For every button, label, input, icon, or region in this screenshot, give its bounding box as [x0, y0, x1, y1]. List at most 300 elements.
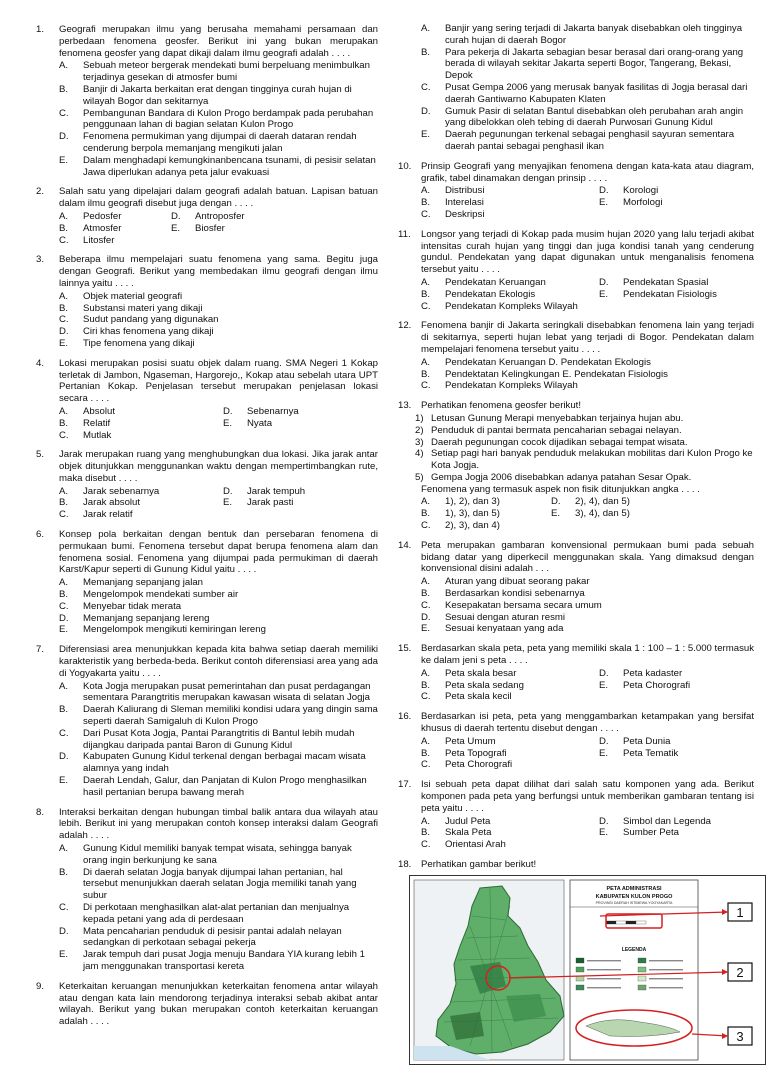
- option-text: Tipe fenomena yang dikaji: [83, 337, 195, 349]
- answer-option: [59, 131, 378, 155]
- option-letter: E.: [551, 508, 561, 520]
- option-letter: B.: [421, 747, 431, 759]
- question-number: 16.: [398, 711, 412, 723]
- option-text: Peta skala sedang: [445, 679, 524, 691]
- option-letter: A.: [59, 843, 69, 854]
- answer-option: [421, 301, 593, 313]
- answer-option: [421, 759, 593, 771]
- question-17: [398, 779, 754, 851]
- question-16: [398, 711, 754, 771]
- question-10: [398, 161, 754, 221]
- answer-option: [599, 736, 754, 748]
- question-text: Berdasarkan skala peta, peta yang memiliki skala 1 : 100 – 1 : 5.000 termasuk ke dalam jeni s peta . . . .: [421, 643, 754, 667]
- option-text: Biosfer: [195, 222, 225, 234]
- option-letter: B.: [421, 508, 431, 520]
- option-text: Jarak sebenarnya: [83, 485, 160, 497]
- answer-option: [599, 289, 754, 301]
- option-letter: C.: [59, 107, 69, 119]
- option-text: Sebenarnya: [247, 405, 299, 417]
- option-letter: E.: [421, 129, 431, 141]
- option-letter: A.: [421, 356, 431, 368]
- answer-options: [59, 681, 378, 799]
- option-text: Dalam menghadapi kemungkinanbencana tsunami, di pesisir selatan Jawa diperlukan adanya peta jalur evakuasi: [83, 154, 376, 178]
- option-letter: A.: [421, 185, 431, 197]
- question-text: Perhatikan fenomena geosfer berikut!: [421, 400, 581, 412]
- answer-option: [59, 613, 378, 625]
- option-text: Sebuah meteor bergerak mendekati bumi berpeluang menimbulkan terjadinya gesekan di atmosfer bumi: [83, 60, 370, 84]
- option-letter: D.: [421, 611, 431, 623]
- answer-option: [223, 486, 378, 498]
- answer-option: [421, 839, 593, 851]
- option-letter: D.: [599, 185, 609, 197]
- answer-option: [59, 303, 378, 315]
- answer-option: [551, 496, 754, 508]
- option-text: Mengelompok mengikuti kemiringan lereng: [83, 624, 266, 636]
- answer-options: [421, 496, 754, 531]
- option-letter: C.: [59, 600, 69, 612]
- answer-option: [599, 197, 754, 209]
- answer-option: [59, 418, 217, 430]
- scale-bar-segment: [636, 921, 646, 924]
- answer-option: [59, 155, 378, 179]
- answer-option: [421, 668, 593, 680]
- legend-swatch: [576, 985, 584, 990]
- callout-arrowhead: [722, 1033, 728, 1039]
- question-11: [398, 229, 754, 313]
- answer-option: [421, 588, 754, 600]
- statement-item: [415, 437, 754, 449]
- option-letter: E.: [59, 154, 69, 166]
- option-text: Menyebar tidak merata: [83, 600, 182, 612]
- option-text: Mutlak: [83, 429, 112, 441]
- option-letter: D.: [171, 210, 181, 222]
- answer-options: [421, 668, 754, 703]
- question-text: Jarak merupakan ruang yang menghubungkan dua lokasi. Jika jarak antar objek ditunjukkan menggunankan waktu dengan mempertimbangkan rute, maka disebut . . . .: [59, 449, 378, 484]
- answer-options: [421, 736, 754, 771]
- option-letter: C.: [421, 839, 431, 851]
- option-letter: D.: [599, 735, 609, 747]
- answer-option: [421, 827, 593, 839]
- option-text: Banjir yang sering terjadi di Jakarta banyak disebabkan oleh tingginya curah hujan di daerah Bogor: [445, 23, 743, 46]
- question-5: [36, 449, 378, 521]
- question-1: [36, 24, 378, 178]
- answer-option: [59, 681, 378, 705]
- option-letter: E.: [599, 197, 609, 209]
- option-letter: D.: [421, 105, 431, 117]
- answer-option: [59, 775, 378, 799]
- option-text: Peta Chorografi: [623, 679, 691, 691]
- option-letter: B.: [59, 83, 69, 95]
- scale-bar-segment: [606, 921, 616, 924]
- answer-option: [421, 508, 545, 520]
- question-2: [36, 186, 378, 246]
- answer-option: [59, 728, 378, 752]
- answer-options: [421, 23, 754, 153]
- option-letter: A.: [59, 485, 69, 497]
- statement-number: 1): [415, 412, 424, 424]
- statement-number: 4): [415, 448, 424, 460]
- option-text: Peta Dunia: [623, 735, 671, 747]
- scale-bar-segment: [626, 921, 636, 924]
- option-text: Sudut pandang yang digunakan: [83, 314, 219, 326]
- option-text: Sesuai kenyataan yang ada: [445, 623, 564, 635]
- answer-option: [223, 418, 378, 430]
- answer-options: [59, 291, 378, 350]
- option-text: Nyata: [247, 417, 273, 429]
- question-number: 10.: [398, 160, 412, 172]
- question-text: Diferensiasi area menunjukkan kepada kita bahwa setiap daerah memiliki karakteristik yang berbeda-beda. Berikut contoh diferensiasi area yang ada di Yogyakarta yaitu . . . .: [59, 644, 378, 679]
- option-text: Mengelompok mendekati sumber air: [83, 589, 239, 601]
- option-text: 1), 2), dan 3): [445, 496, 500, 508]
- option-text: Pendekatan Keruangan D. Pendekatan Ekologis: [445, 356, 651, 368]
- option-letter: C.: [421, 520, 431, 532]
- question-4: [36, 358, 378, 442]
- callout-number: 2: [736, 964, 744, 980]
- option-text: Skala Peta: [445, 827, 492, 839]
- option-letter: C.: [421, 208, 431, 220]
- answer-option: [59, 624, 378, 636]
- option-letter: D.: [59, 751, 69, 763]
- option-text: Daerah Kaliurang di Sleman memiliki kondisi udara yang dingin sama seperti daerah Samigaluh di Kulon Progo: [83, 704, 378, 728]
- answer-option: [59, 509, 217, 521]
- option-text: Pendekatan Spasial: [623, 276, 709, 288]
- question-8: [36, 807, 378, 973]
- option-letter: E.: [171, 222, 181, 234]
- answer-option: [599, 816, 754, 828]
- legend-swatch: [638, 976, 646, 981]
- answer-option: [59, 338, 378, 350]
- option-text: Peta Tematik: [623, 747, 679, 759]
- answer-option: [59, 589, 378, 601]
- option-letter: B.: [59, 497, 69, 509]
- answer-option: [421, 816, 593, 828]
- answer-option: [421, 357, 754, 369]
- option-letter: E.: [599, 288, 609, 300]
- question-number: 18.: [398, 859, 412, 870]
- option-text: Daerah pegunungan terkenal sebagai penghasil sayuran sementara daerah pantai sebagai penghasil ikan: [445, 129, 735, 152]
- option-letter: E.: [421, 623, 431, 635]
- answer-option: [421, 600, 754, 612]
- option-letter: A.: [421, 667, 431, 679]
- option-text: 2), 3), dan 4): [445, 520, 500, 532]
- answer-option: [421, 106, 754, 130]
- option-text: Gumuk Pasir di selatan Bantul disebabkan oleh perubahan arah angin yang dibelokkan oleh tebing di daerah Purwosari Gunung Kidul: [445, 105, 744, 129]
- option-letter: A.: [59, 210, 69, 222]
- question-number: 3.: [36, 254, 45, 266]
- legend-label-line: [649, 969, 683, 970]
- question-number: 6.: [36, 529, 45, 541]
- option-text: Peta Umum: [445, 735, 496, 747]
- answer-option: [59, 108, 378, 132]
- option-text: Pendekatan Keruangan: [445, 276, 546, 288]
- answer-options: [59, 60, 378, 178]
- statement-number: 5): [415, 471, 424, 483]
- answer-option: [59, 326, 378, 338]
- option-text: Pendekatan Fisiologis: [623, 288, 717, 300]
- answer-option: [421, 496, 545, 508]
- option-text: Litosfer: [83, 234, 115, 246]
- option-text: Ciri khas fenomena yang dikaji: [83, 326, 214, 338]
- question-9: [36, 981, 378, 1028]
- answer-option: [223, 406, 378, 418]
- answer-option: [59, 704, 378, 728]
- option-letter: C.: [421, 599, 431, 611]
- option-letter: B.: [59, 302, 69, 314]
- answer-option: [421, 82, 754, 106]
- answer-option: [421, 197, 593, 209]
- option-letter: E.: [59, 624, 69, 636]
- option-letter: D.: [59, 131, 69, 143]
- option-letter: C.: [59, 429, 69, 441]
- statement-text: Daerah pegunungan cocok dijadikan sebagai tempat wisata.: [431, 436, 688, 448]
- option-letter: B.: [59, 589, 69, 601]
- map-title-line1: PETA ADMINISTRASI: [606, 885, 662, 892]
- question-text: Fenomena banjir di Jakarta seringkali disebabkan fenomena lain yang terjadi di sekitarnya, seperti hujan lebat yang terjadi di Bogor. Pendekatan dalam mempelajari fenomena tersebut yaitu . . . .: [421, 320, 754, 355]
- option-text: Peta skala besar: [445, 667, 517, 679]
- option-text: Para pekerja di Jakarta sebagian besar berasal dari orang-orang yang berada di wilayah sekitar Jakarta seperti Bogor, Tangerang, Bekasi, Depok: [445, 46, 744, 82]
- answer-option: [59, 406, 217, 418]
- scale-bar-segment: [616, 921, 626, 924]
- question-18: [398, 859, 754, 1065]
- question-text: Geografi merupakan ilmu yang berusaha memahami persamaan dan perbedaan fenomena geosfer. Berikut ini yang bukan merupakan fenomena geosfer yang dapat dikaji dalam ilmu geografi adalah . . . .: [59, 24, 378, 59]
- statement-list: [415, 413, 754, 484]
- option-letter: C.: [421, 81, 431, 93]
- option-text: Pedosfer: [83, 210, 122, 222]
- question-number: 12.: [398, 320, 412, 332]
- answer-option: [59, 843, 378, 867]
- option-text: Korologi: [623, 185, 659, 197]
- option-text: Pembangunan Bandara di Kulon Progo berdampak pada perubahan penggunaan lahan di bagian selatan Kulon Progo: [83, 107, 374, 131]
- option-text: Aturan yang dibuat seorang pakar: [445, 576, 590, 588]
- answer-option: [551, 508, 754, 520]
- question-text: Isi sebuah peta dapat dilihat dari salah satu komponen yang ada. Berikut komponen pada peta yang berfungsi untuk memberikan gambaran tentang isi peta yaitu . . . .: [421, 779, 754, 814]
- kulon-progo-map-figure: [409, 875, 766, 1065]
- answer-option: [171, 211, 378, 223]
- option-text: Peta kadaster: [623, 667, 683, 679]
- option-text: Relatif: [83, 417, 111, 429]
- option-text: Jarak absolut: [83, 497, 141, 509]
- option-letter: C.: [59, 509, 69, 521]
- option-text: Daerah Lendah, Galur, dan Panjatan di Kulon Progo menghasilkan hasil pertanian berupa bawang merah: [83, 775, 367, 798]
- answer-option: [421, 520, 545, 532]
- answer-option: [59, 577, 378, 589]
- option-text: Pusat Gempa 2006 yang merusak banyak fasilitas di Jogja berasal dari daerah Gantiwarno Kabupaten Klaten: [445, 81, 748, 105]
- option-letter: A.: [421, 576, 431, 588]
- option-text: Kesepakatan bersama secara umum: [445, 599, 602, 611]
- legend-label-line: [587, 969, 621, 970]
- option-text: Distribusi: [445, 185, 485, 197]
- answer-option: [421, 691, 593, 703]
- answer-options: [421, 277, 754, 312]
- statement-item: [415, 448, 754, 472]
- answer-option: [421, 623, 754, 635]
- option-text: Orientasi Arah: [445, 839, 506, 851]
- option-letter: A.: [59, 577, 69, 589]
- option-letter: A.: [421, 276, 431, 288]
- answer-option: [421, 23, 754, 47]
- answer-option: [421, 209, 593, 221]
- option-letter: B.: [421, 679, 431, 691]
- answer-option: [599, 827, 754, 839]
- legend-swatch: [638, 985, 646, 990]
- option-letter: D.: [59, 612, 69, 624]
- option-text: Sesuai dengan aturan resmi: [445, 611, 565, 623]
- option-letter: E.: [223, 497, 233, 509]
- right-column: [398, 22, 754, 1073]
- option-letter: B.: [59, 704, 69, 716]
- option-text: Deskripsi: [445, 208, 485, 220]
- option-text: Kabupaten Gunung Kidul terkenal dengan berbagai macam wisata alamnya yang indah: [83, 751, 366, 775]
- question-text: Peta merupakan gambaran konvensional permukaan bumi pada sebuah bidang datar yang diperkecil menggunakan skala. Yang dimaksud dengan konvensional disini adalah . . .: [421, 539, 754, 575]
- answer-option: [59, 60, 378, 84]
- option-text: Pendekatan Ekologis: [445, 288, 536, 300]
- question-number: 2.: [36, 186, 45, 198]
- question-13: [398, 400, 754, 532]
- option-letter: D.: [599, 667, 609, 679]
- answer-option: [59, 902, 378, 926]
- option-text: Pendekatan Kompleks Wilayah: [445, 300, 578, 312]
- question-6: [36, 529, 378, 636]
- callout-number: 1: [736, 904, 744, 920]
- option-letter: C.: [421, 380, 431, 392]
- question-number: 9.: [36, 980, 45, 992]
- option-letter: C.: [59, 901, 69, 913]
- option-letter: B.: [59, 222, 69, 234]
- question-text: Interaksi berkaitan dengan hubungan timbal balik antara dua wilayah atau lebih. Berikut ini yang merupakan contoh konsep interaksi dalam Geografi adalah . . . .: [59, 806, 378, 842]
- option-letter: A.: [421, 735, 431, 747]
- answer-option: [421, 576, 754, 588]
- question-number: 7.: [36, 644, 45, 656]
- answer-option: [59, 751, 378, 775]
- answer-option: [59, 486, 217, 498]
- option-text: Peta Chorografi: [445, 759, 513, 771]
- statement-text: Penduduk di pantai bermata pencaharian sebagai nelayan.: [431, 424, 682, 436]
- answer-option: [421, 612, 754, 624]
- question-text: Beberapa ilmu mempelajari suatu fenomena yang sama. Begitu juga dengan Geografi. Berikut yang membedakan ilmu geografi dengan ilmu lainnya yaitu . . . .: [59, 254, 378, 289]
- answer-option: [599, 668, 754, 680]
- answer-option: [599, 185, 754, 197]
- map-title-line2: KABUPATEN KULON PROGO: [595, 893, 673, 900]
- option-letter: B.: [59, 417, 69, 429]
- question-text: Prinsip Geografi yang menyajikan fenomena dengan kata-kata atau diagram, grafik, tabel dinamakan dengan prinsip . . . .: [421, 160, 754, 184]
- option-letter: B.: [421, 197, 431, 209]
- option-letter: D.: [223, 485, 233, 497]
- statement-text: Setiap pagi hari banyak penduduk melakukan mobilitas dari Kulon Progo ke Kota Jogja.: [431, 448, 753, 472]
- answer-options: [421, 185, 754, 220]
- question-text: Perhatikan gambar berikut!: [421, 859, 537, 870]
- option-text: Objek material geografi: [83, 290, 183, 302]
- question-cont: [398, 23, 754, 153]
- answer-option: [59, 314, 378, 326]
- option-letter: B.: [421, 368, 431, 380]
- answer-option: [59, 211, 171, 223]
- option-text: Gunung Kidul memiliki banyak tempat wisata, sehingga banyak orang ingin berkunjung ke sana: [83, 843, 352, 866]
- option-letter: B.: [59, 866, 69, 878]
- question-text: Konsep pola berkaitan dengan bentuk dan persebaran fenomena di permukaan bumi. Fenomena tersebut dapat berupa fenomena alam dan fenomena sosial. Fenomena yang dijumpai pada permukiman di daerah Karst/Kapur seperti di Gunung Kidul yaitu . . . .: [59, 529, 378, 576]
- answer-option: [421, 289, 593, 301]
- option-text: Peta Topografi: [445, 747, 507, 759]
- question-text: Keterkaitan keruangan menunjukkan keterkaitan fenomena antar wilayah atau dengan kata lain mendorong terjadinya interaksi sebab akibat antar wilayah. Berikut yang bukan merupakan contoh keterkaitan keruangan adalah . . . .: [59, 980, 378, 1028]
- question-number: 4.: [36, 357, 45, 369]
- option-letter: A.: [59, 290, 69, 302]
- statement-item: [415, 413, 754, 425]
- legend-label-line: [649, 978, 683, 979]
- answer-option: [421, 380, 754, 392]
- answer-option: [599, 748, 754, 760]
- map-subtitle: PROVINSI DAERAH ISTIMEWA YOGYAKARTA: [595, 900, 673, 905]
- answer-option: [59, 223, 171, 235]
- option-text: 1), 3), dan 5): [445, 508, 500, 520]
- callout-number: 3: [736, 1028, 744, 1044]
- statement-item: [415, 425, 754, 437]
- option-text: Simbol dan Legenda: [623, 815, 712, 827]
- statement-text: Letusan Gunung Merapi menyebabkan terjainya hujan abu.: [431, 412, 684, 424]
- option-text: 3), 4), dan 5): [575, 508, 630, 520]
- option-letter: B.: [421, 588, 431, 600]
- option-letter: A.: [59, 60, 69, 72]
- option-letter: E.: [599, 827, 609, 839]
- question-number: 1.: [36, 24, 45, 35]
- option-text: Mata pencaharian penduduk di pesisir pantai adalah nelayan sedangkan di perkotaan sebagai pekerja: [83, 925, 342, 949]
- answer-options: [59, 843, 378, 973]
- option-text: Morfologi: [623, 197, 663, 209]
- option-letter: B.: [421, 46, 431, 58]
- answer-option: [59, 497, 217, 509]
- option-text: Kota Jogja merupakan pusat pemerintahan dan pusat perdagangan sementara Parangtritis merupakan kawasan wisata di selatan Jogja: [83, 680, 371, 704]
- option-text: Memanjang sepanjang jalan: [83, 577, 204, 589]
- option-letter: B.: [421, 827, 431, 839]
- answer-option: [599, 680, 754, 692]
- option-text: Jarak relatif: [83, 509, 133, 521]
- statement-number: 2): [415, 424, 424, 436]
- option-text: Jarak tempuh: [247, 485, 306, 497]
- answer-option: [421, 277, 593, 289]
- option-text: Antroposfer: [195, 210, 245, 222]
- option-letter: C.: [59, 727, 69, 739]
- option-letter: E.: [59, 337, 69, 349]
- legend-title: LEGENDA: [621, 946, 647, 953]
- option-letter: D.: [59, 925, 69, 937]
- option-letter: E.: [599, 747, 609, 759]
- option-letter: A.: [59, 405, 69, 417]
- question-prompt: Fenomena yang termasuk aspek non fisik ditunjukkan angka . . . .: [421, 483, 700, 495]
- answer-options: [59, 211, 378, 246]
- option-letter: D.: [551, 496, 561, 508]
- option-text: Sumber Peta: [623, 827, 679, 839]
- option-text: Fenomena permukiman yang dijumpai di daerah dataran rendah cenderung berpola memanjang mengikuti jalan: [83, 131, 357, 154]
- answer-option: [421, 185, 593, 197]
- answer-option: [59, 430, 217, 442]
- option-letter: A.: [59, 680, 69, 692]
- option-text: Berdasarkan kondisi sebenarnya: [445, 588, 585, 600]
- option-letter: C.: [421, 759, 431, 771]
- legend-swatch: [576, 958, 584, 963]
- map-graphic: [410, 876, 765, 1064]
- question-text: Salah satu yang dipelajari dalam geografi adalah batuan. Lapisan batuan dalam ilmu geografi disebut juga dengan . . . .: [59, 186, 378, 210]
- answer-option: [59, 867, 378, 902]
- option-text: Jarak pasti: [247, 497, 294, 509]
- option-text: Di daerah selatan Jogja banyak dijumpai lahan pertanian, hal tersebut menunjukkan daerah selatan Jogja memiliki tanah yang subur: [83, 866, 357, 902]
- answer-option: [421, 736, 593, 748]
- district-patch: [450, 1012, 484, 1040]
- question-number: 13.: [398, 400, 412, 412]
- question-number: 8.: [36, 806, 45, 818]
- answer-option: [59, 926, 378, 950]
- question-7: [36, 644, 378, 798]
- answer-option: [223, 497, 378, 509]
- answer-options: [59, 486, 378, 521]
- legend-label-line: [649, 987, 683, 988]
